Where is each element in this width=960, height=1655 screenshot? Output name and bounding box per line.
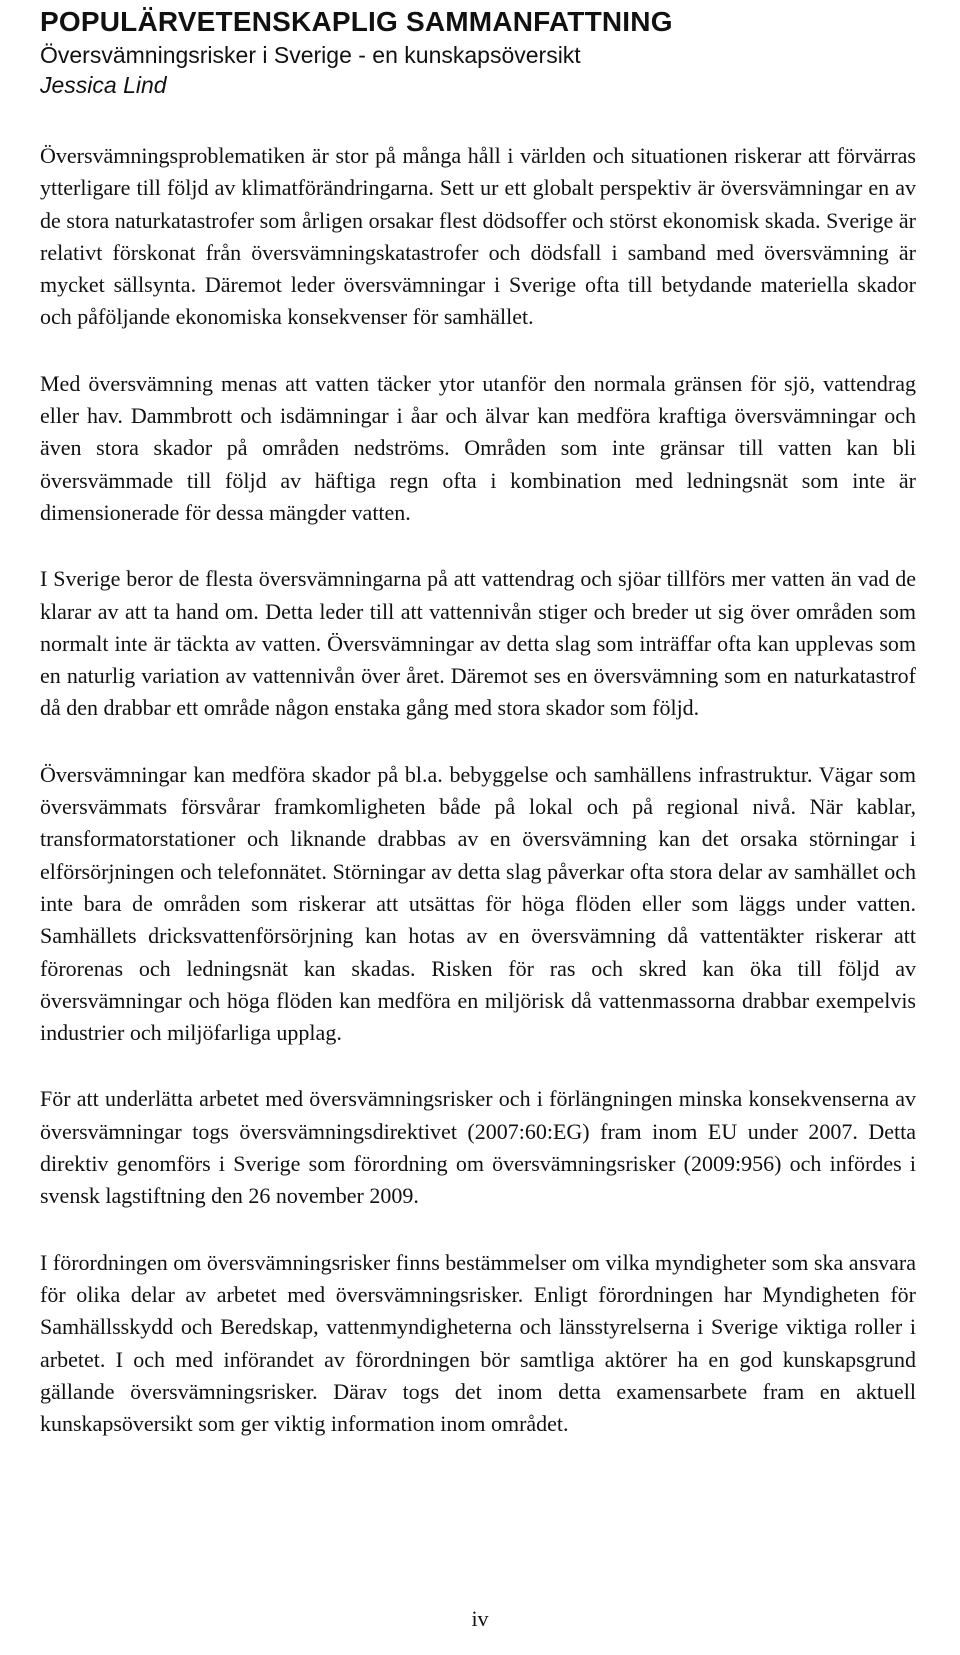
body-text: [40, 140, 916, 1440]
paragraph: För att underlätta arbetet med översvämningsrisker och i förlängningen minska konsekvenserna av översvämningar togs översvämningsdirektivet (2007:60:EG) fram inom EU under 2007. Detta direktiv genomförs i Sverige som förordning om översvämningsrisker (2009:956) och infördes i svensk lagstiftning den 26 november 2009.: [40, 1086, 916, 1209]
page-number: iv: [471, 1606, 489, 1631]
author-name: Jessica Lind: [40, 72, 167, 98]
paragraph: I förordningen om översvämningsrisker finns bestämmelser om vilka myndigheter som ska ansvara för olika delar av arbetet med översvämningsrisker. Enligt förordningen har Myndigheten för Samhällsskydd och Beredskap, vattenmyndigheterna och länsstyrelserna i Sverige viktiga roller i arbetet. I och med införandet av förordningen bör samtliga aktörer ha en god kunskapsgrund gällande översvämningsrisker. Därav togs det inom detta examensarbete fram en aktuell kunskapsöversikt som ger viktig information inom området.: [40, 1249, 916, 1437]
paragraph: Översvämningsproblematiken är stor på många håll i världen och situationen riskerar att förvärras ytterligare till följd av klimatförändringarna. Sett ur ett globalt perspektiv är översvämningar en av de stora naturkatastrofer som årligen orsakar flest dödsoffer och störst ekonomisk skada. Sverige är relativt förskonat från översvämningskatastrofer och dödsfall i samband med översvämning är mycket sällsynta. Däremot leder översvämningar i Sverige ofta till betydande materiella skador och påföljande ekonomiska konsekvenser för samhället.: [40, 143, 916, 330]
paragraph: I Sverige beror de flesta översvämningarna på att vattendrag och sjöar tillförs mer vatten än vad de klarar av att ta hand om. Detta leder till att vattennivån stiger och breder ut sig över områden som normalt inte är täckta av vatten. Översvämningar av detta slag som inträffar ofta kan upplevas som en naturlig variation av vattennivån över året. Däremot ses en översvämning som en naturkatastrof då den drabbar ett område någon enstaka gång med stora skador som följd.: [40, 566, 916, 721]
document-title: Översvämningsrisker i Sverige - en kunskapsöversikt: [40, 42, 581, 68]
section-label: POPULÄRVETENSKAPLIG SAMMANFATTNING: [40, 6, 673, 37]
paragraph: Översvämningar kan medföra skador på bl.a. bebyggelse och samhällens infrastruktur. Vägar som översvämmats försvårar framkomligheten både på lokal och på regional nivå. När kablar, transformatorstationer och liknande drabbas av en översvämning kan det orsaka störningar i elförsörjningen och telefonnätet. Störningar av detta slag påverkar ofta stora delar av samhället och inte bara de områden som riskerar att utsättas för höga flöden eller som läggs under vatten. Samhällets dricksvattenförsörjning kan hotas av en översvämning då vattentäkter riskerar att förorenas och ledningsnät kan skadas. Risken för ras och skred kan öka till följd av översvämningar och höga flöden kan medföra en miljörisk då vattenmassorna drabbar exempelvis industrier och miljöfarliga upplag.: [40, 761, 916, 1046]
document-header: [40, 0, 916, 100]
paragraph: Med översvämning menas att vatten täcker ytor utanför den normala gränsen för sjö, vattendrag eller hav. Dammbrott och isdämningar i åar och älvar kan medföra kraftiga översvämningar och även stora skador på områden nedströms. Områden som inte gränsar till vatten kan bli översvämmade till följd av häftiga regn ofta i kombination med ledningsnät som inte är dimensionerade för dessa mängder vatten.: [40, 370, 916, 525]
